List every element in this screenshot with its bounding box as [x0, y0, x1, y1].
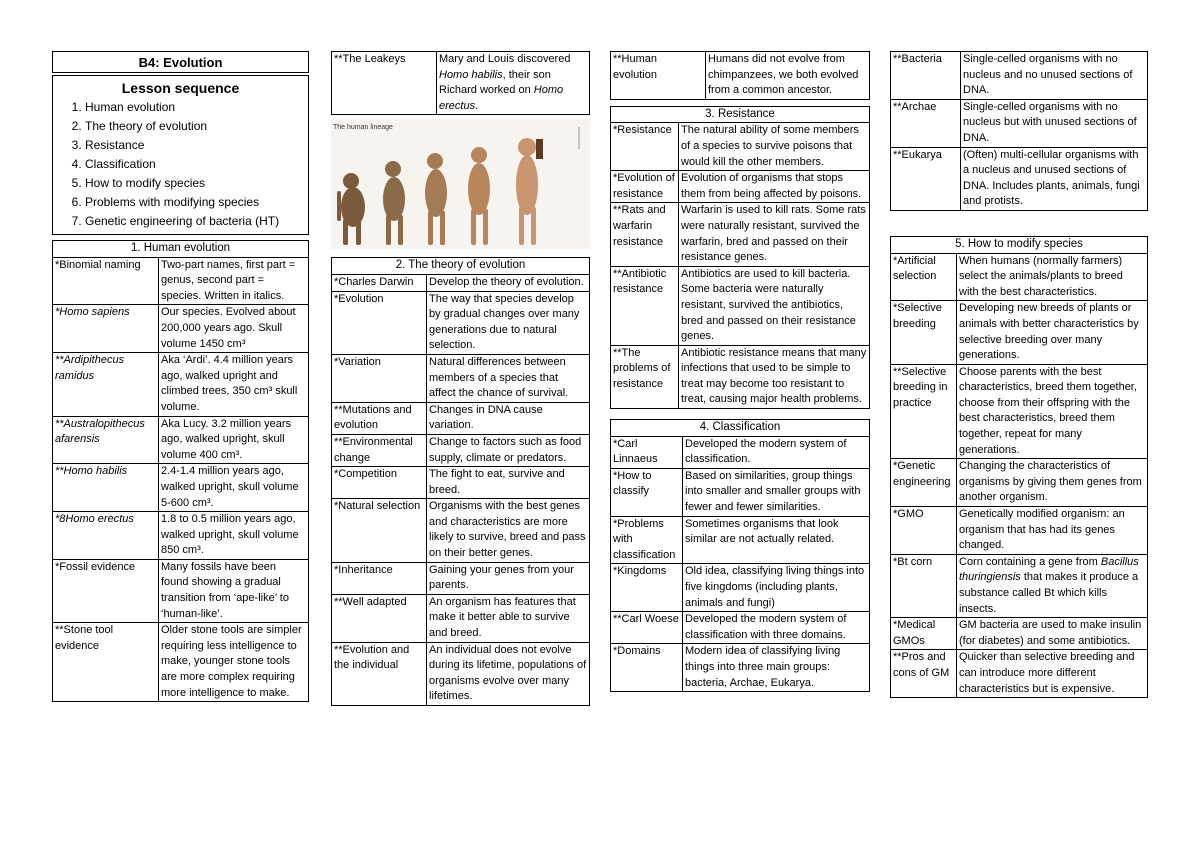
- term-cell: *Charles Darwin: [332, 274, 427, 291]
- definition-cell: Modern idea of classifying living things into three main groups: bacteria, Archae, Eukarya.: [683, 644, 870, 692]
- leakeys-text: .: [475, 99, 479, 112]
- term-cell: *Binomial naming: [53, 257, 159, 305]
- term-cell: *Competition: [332, 467, 427, 499]
- lesson-item: 2. The theory of evolution: [85, 117, 304, 136]
- definition-cell: Single-celled organisms with no nucleus and no unused sections of DNA.: [961, 52, 1148, 100]
- term-cell: **Eukarya: [891, 147, 961, 210]
- definition-cell: When humans (normally farmers) select the animals/plants to breed with the best characteristics.: [957, 253, 1148, 301]
- definition-cell: GM bacteria are used to make insulin (for diabetes) and some antibiotics.: [957, 618, 1148, 650]
- table-row: [611, 468, 870, 516]
- definition-cell: Gaining your genes from your parents.: [427, 562, 590, 594]
- definition-cell: [437, 52, 590, 115]
- definition-cell: Antibiotics are used to kill bacteria. Some bacteria were naturally resistant, survived the antibiotics, bred and passed on their resistance genes.: [679, 266, 870, 345]
- definition-cell: Quicker than selective breeding and can introduce more different characteristics but is expensive.: [957, 650, 1148, 698]
- table-row: [332, 354, 590, 402]
- definition-cell: Old idea, classifying living things into five kingdoms (including plants, animals and fungi): [683, 564, 870, 612]
- table-row: [611, 171, 870, 203]
- definition-cell: An organism has features that make it better able to survive and breed.: [427, 594, 590, 642]
- term-cell: *Kingdoms: [611, 564, 683, 612]
- term-cell: **The Leakeys: [332, 52, 437, 115]
- term-cell: **Human evolution: [611, 52, 706, 100]
- term-cell: *Natural selection: [332, 499, 427, 562]
- human-lineage-illustration: [331, 119, 590, 249]
- term-cell: **Evolution and the individual: [332, 642, 427, 705]
- table-row: [332, 499, 590, 562]
- table-row: [332, 52, 590, 115]
- table-row: [891, 459, 1148, 507]
- table-row: [891, 650, 1148, 698]
- table-row: [891, 52, 1148, 100]
- table-heading: 5. How to modify species: [891, 236, 1148, 253]
- table-row: [332, 642, 590, 705]
- table-row: [332, 562, 590, 594]
- term-cell: **Selective breeding in practice: [891, 364, 957, 459]
- term-cell: *Evolution of resistance: [611, 171, 679, 203]
- table-row: [53, 464, 309, 512]
- definition-cell: Developing new breeds of plants or animals with better characteristics by selective breeding over many generations.: [957, 301, 1148, 364]
- definition-cell: Developed the modern system of classification with three domains.: [683, 612, 870, 644]
- table-row: [53, 257, 309, 305]
- document-title: B4: Evolution: [52, 51, 309, 73]
- term-cell: *Carl Linnaeus: [611, 436, 683, 468]
- table-row: [891, 99, 1148, 147]
- lesson-item: 7. Genetic engineering of bacteria (HT): [85, 212, 304, 231]
- table-row: [332, 594, 590, 642]
- lesson-sequence-heading: Lesson sequence: [121, 80, 240, 96]
- bt-corn-species: Bacillus thuringiensis: [959, 555, 1139, 584]
- table-row: [611, 436, 870, 468]
- lesson-sequence-box: [52, 75, 309, 235]
- column-4: [890, 51, 1148, 698]
- term-cell: *Inheritance: [332, 562, 427, 594]
- definition-cell: Warfarin is used to kill rats. Some rats were naturally resistant, survived the warfarin, bred and passed on their resistance genes.: [679, 203, 870, 266]
- lesson-item: 5. How to modify species: [85, 174, 304, 193]
- bt-corn-text: Corn containing a gene from: [959, 555, 1101, 568]
- table-heading: 4. Classification: [611, 420, 870, 437]
- column-1: [52, 51, 309, 702]
- table-row: [53, 353, 309, 416]
- table-row: [891, 364, 1148, 459]
- term-cell: *Evolution: [332, 291, 427, 354]
- table-row: [53, 305, 309, 353]
- term-cell: *Resistance: [611, 123, 679, 171]
- term-cell: *How to classify: [611, 468, 683, 516]
- definition-cell: Our species. Evolved about 200,000 years ago. Skull volume 1450 cm³: [159, 305, 309, 353]
- definition-cell: Develop the theory of evolution.: [427, 274, 590, 291]
- table-row: [891, 147, 1148, 210]
- term-cell: *Homo sapiens: [53, 305, 159, 353]
- lesson-sequence-list: [57, 98, 304, 231]
- definition-cell: Antibiotic resistance means that many infections that used to be simple to treat may become too resistant to treat, causing major health problems.: [679, 345, 870, 408]
- lesson-item: 6. Problems with modifying species: [85, 193, 304, 212]
- definition-cell: Change to factors such as food supply, climate or predators.: [427, 434, 590, 466]
- term-cell: **Rats and warfarin resistance: [611, 203, 679, 266]
- table-row: [611, 203, 870, 266]
- definition-cell: Natural differences between members of a species that affect the chance of survival.: [427, 354, 590, 402]
- human-evolution-note-table: [610, 51, 870, 100]
- human-evolution-table: [52, 240, 309, 702]
- leakeys-table: [331, 51, 590, 115]
- resistance-table: [610, 106, 870, 409]
- definition-cell: Organisms with the best genes and characteristics are more likely to survive, breed and pass on their better genes.: [427, 499, 590, 562]
- term-cell: **Carl Woese: [611, 612, 683, 644]
- lesson-item: 1. Human evolution: [85, 98, 304, 117]
- term-cell: **Homo habilis: [53, 464, 159, 512]
- term-cell: **Environmental change: [332, 434, 427, 466]
- term-cell: *Domains: [611, 644, 683, 692]
- table-row: [53, 623, 309, 702]
- definition-cell: Aka Lucy. 3.2 million years ago, walked upright, skull volume 400 cm³.: [159, 416, 309, 464]
- term-cell: *Selective breeding: [891, 301, 957, 364]
- domains-table: [890, 51, 1148, 211]
- definition-cell: The natural ability of some members of a species to survive poisons that would kill the other members.: [679, 123, 870, 171]
- column-3: [610, 51, 870, 692]
- term-cell: **Well adapted: [332, 594, 427, 642]
- definition-cell: Based on similarities, group things into smaller and smaller groups with fewer and fewer similarities.: [683, 468, 870, 516]
- definition-cell: Two-part names, first part = genus, second part = species. Written in italics.: [159, 257, 309, 305]
- table-heading: 1. Human evolution: [53, 241, 309, 258]
- term-cell: **Antibiotic resistance: [611, 266, 679, 345]
- table-row: [332, 467, 590, 499]
- table-row: [53, 559, 309, 622]
- classification-table: [610, 419, 870, 692]
- illustration-label: The human lineage: [333, 124, 393, 132]
- leakeys-species: Homo erectus: [439, 84, 564, 112]
- table-heading: 2. The theory of evolution: [332, 258, 590, 275]
- lesson-item: 4. Classification: [85, 155, 304, 174]
- definition-cell: Aka ‘Ardi’. 4.4 million years ago, walked upright and climbed trees, 350 cm³ skull volume.: [159, 353, 309, 416]
- term-cell: *8Homo erectus: [53, 512, 159, 560]
- table-row: [891, 301, 1148, 364]
- table-row: [611, 345, 870, 408]
- definition-cell: Developed the modern system of classification.: [683, 436, 870, 468]
- table-row: [891, 253, 1148, 301]
- term-cell: **Ardipithecus ramidus: [53, 353, 159, 416]
- definition-cell: (Often) multi-cellular organisms with a nucleus and unused sections of DNA. Includes plants, animals, fungi and protists.: [961, 147, 1148, 210]
- term-cell: *GMO: [891, 507, 957, 555]
- table-row: [611, 516, 870, 564]
- leakeys-species: Homo habilis: [439, 68, 503, 81]
- table-row: [891, 618, 1148, 650]
- definition-cell: Single-celled organisms with no nucleus but with unused sections of DNA.: [961, 99, 1148, 147]
- column-2: [331, 51, 590, 706]
- table-row: [611, 644, 870, 692]
- theory-of-evolution-table: [331, 257, 590, 706]
- term-cell: **Australopithecus afarensis: [53, 416, 159, 464]
- definition-cell: Changing the characteristics of organisms by giving them genes from another organism.: [957, 459, 1148, 507]
- table-row: [332, 291, 590, 354]
- term-cell: **Mutations and evolution: [332, 402, 427, 434]
- definition-cell: Changes in DNA cause variation.: [427, 402, 590, 434]
- term-cell: *Variation: [332, 354, 427, 402]
- table-row: [332, 402, 590, 434]
- definition-cell: 1.8 to 0.5 million years ago, walked upright, skull volume 850 cm³.: [159, 512, 309, 560]
- definition-cell: An individual does not evolve during its lifetime, populations of organisms evolve over many lifetimes.: [427, 642, 590, 705]
- table-heading: 3. Resistance: [611, 106, 870, 123]
- term-cell: *Artificial selection: [891, 253, 957, 301]
- leakeys-text: Mary and Louis discovered: [439, 53, 571, 65]
- definition-cell: 2.4-1.4 million years ago, walked upright, skull volume 5-600 cm³.: [159, 464, 309, 512]
- table-row: [891, 507, 1148, 555]
- table-row: [332, 274, 590, 291]
- term-cell: **The problems of resistance: [611, 345, 679, 408]
- definition-cell: Sometimes organisms that look similar are not actually related.: [683, 516, 870, 564]
- table-row: [611, 564, 870, 612]
- table-row: [53, 512, 309, 560]
- term-cell: *Problems with classification: [611, 516, 683, 564]
- lesson-item: 3. Resistance: [85, 136, 304, 155]
- definition-cell: Many fossils have been found showing a gradual transition from ‘ape-like’ to ‘human-like’.: [159, 559, 309, 622]
- modify-species-table: [890, 236, 1148, 698]
- definition-cell: Humans did not evolve from chimpanzees, we both evolved from a common ancestor.: [706, 52, 870, 100]
- term-cell: **Archae: [891, 99, 961, 147]
- term-cell: *Fossil evidence: [53, 559, 159, 622]
- table-row: [611, 52, 870, 100]
- definition-cell: Genetically modified organism: an organism that has had its genes changed.: [957, 507, 1148, 555]
- term-cell: **Stone tool evidence: [53, 623, 159, 702]
- definition-cell: Choose parents with the best characteristics, breed them together, choose from their offspring with the best characteristics, breed them together, repeat for many generations.: [957, 364, 1148, 459]
- bt-corn-text: that makes it produce a substance called Bt which kills insects.: [959, 571, 1139, 615]
- definition-cell: The fight to eat, survive and breed.: [427, 467, 590, 499]
- term-cell: *Genetic engineering: [891, 459, 957, 507]
- table-row: [53, 416, 309, 464]
- term-cell: *Bt corn: [891, 554, 957, 617]
- leakeys-text: , their son Richard worked on: [439, 68, 551, 97]
- term-cell: **Bacteria: [891, 52, 961, 100]
- term-cell: *Medical GMOs: [891, 618, 957, 650]
- table-row: [611, 612, 870, 644]
- term-cell: **Pros and cons of GM: [891, 650, 957, 698]
- definition-cell: Older stone tools are simpler requiring less intelligence to make, younger stone tools are more complex requiring more intelligence to make.: [159, 623, 309, 702]
- definition-cell: The way that species develop by gradual changes over many generations due to natural selection.: [427, 291, 590, 354]
- table-row: [332, 434, 590, 466]
- table-row: [891, 554, 1148, 617]
- table-row: [611, 266, 870, 345]
- definition-cell: Evolution of organisms that stops them from being affected by poisons.: [679, 171, 870, 203]
- definition-cell: [957, 554, 1148, 617]
- table-row: [611, 123, 870, 171]
